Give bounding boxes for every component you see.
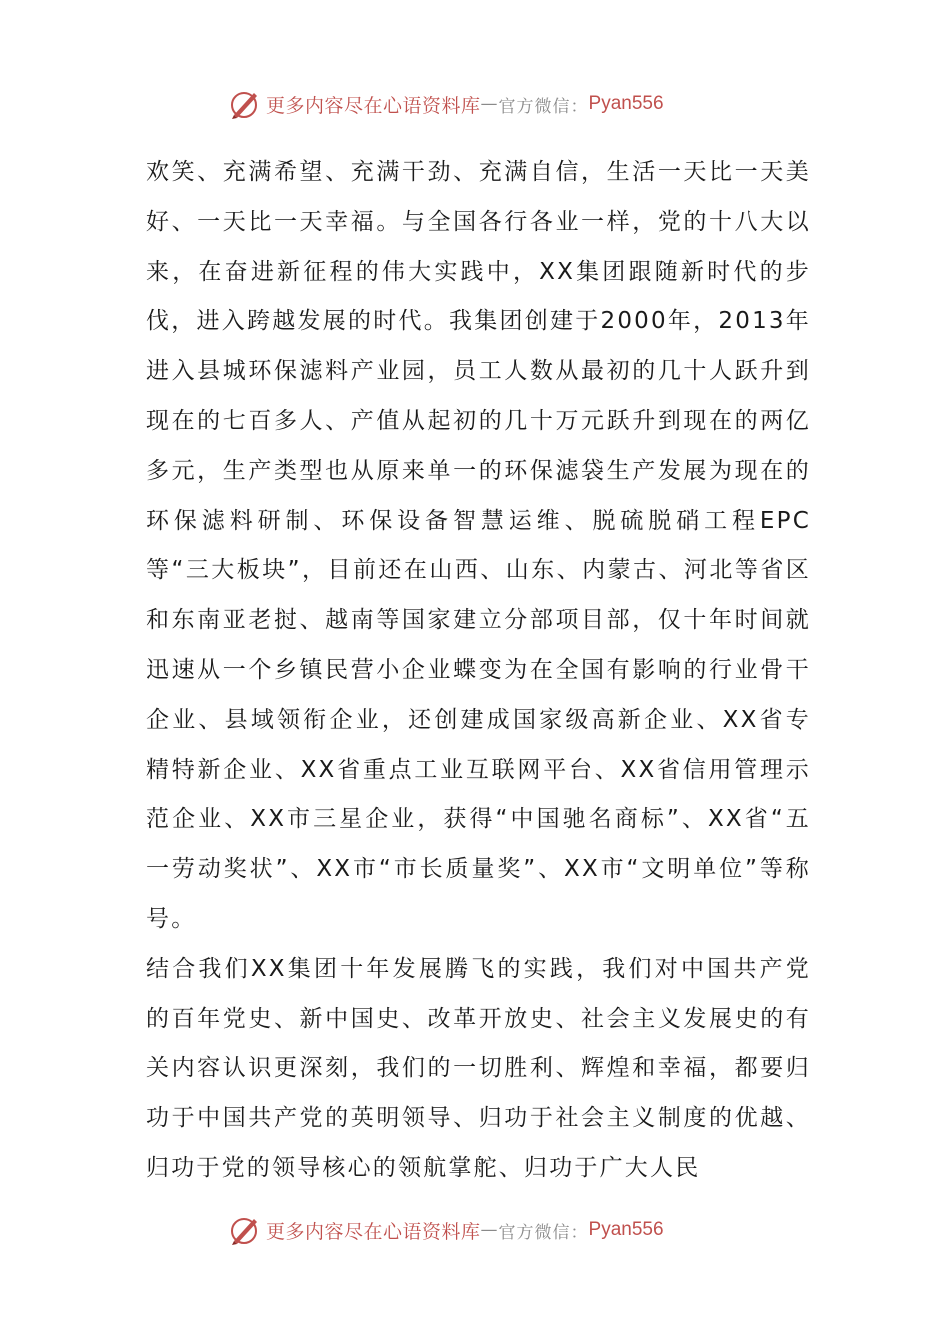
banner-wechat-label: 官方微信： xyxy=(498,1222,589,1243)
footer-banner xyxy=(228,1210,664,1250)
banner-wechat-account: Pyan556 xyxy=(588,1219,664,1240)
banner-brand-text: 更多内容尽在心语资料库 xyxy=(266,94,481,117)
body-paragraph: 结合我们XX集团十年发展腾飞的实践，我们对中国共产党的百年党史、新中国史、改革开放史、社会主义发展史的有关内容认识更深刻，我们的一切胜利、辉煌和幸福，都要归功于中国共产党的英明领导、归功于社会主义制度的优越、归功于党的领导核心的领航掌舵、归功于广大人民 xyxy=(146,955,811,1181)
banner-wechat-label: 官方微信： xyxy=(498,96,589,117)
banner-wechat-account: Pyan556 xyxy=(588,93,664,114)
banner-dash: — xyxy=(480,94,499,114)
header-banner xyxy=(228,84,664,124)
banner-dash: — xyxy=(480,1220,499,1240)
document-body xyxy=(146,148,811,1194)
body-paragraph: 欢笑、充满希望、充满干劲、充满自信，生活一天比一天美好、一天比一天幸福。与全国各行各业一样，党的十八大以来，在奋进新征程的伟大实践中，XX集团跟随新时代的步伐，进入跨越发展的时代。我集团创建于2000年，2013年进入县城环保滤料产业园，员工人数从最初的几十人跃升到现在的七百多人、产值从起初的几十万元跃升到现在的两亿多元，生产类型也从原来单一的环保滤袋生产发展为现在的环保滤料研制、环保设备智慧运维、脱硫脱硝工程EPC等“三大板块”，目前还在山西、山东、内蒙古、河北等省区和东南亚老挝、越南等国家建立分部项目部，仅十年时间就迅速从一个乡镇民营小企业蝶变为在全国有影响的行业骨干企业、县域领衔企业，还创建成国家级高新企业、XX省专精特新企业、XX省重点工业互联网平台、XX省信用管理示范企业、XX市三星企业，获得“中国驰名商标”、XX省“五一劳动奖状”、XX市“市长质量奖”、XX市“文明单位”等称号。 xyxy=(146,159,811,932)
pen-logo-icon xyxy=(228,1213,262,1247)
banner-brand-text: 更多内容尽在心语资料库 xyxy=(266,1220,481,1243)
pen-logo-icon xyxy=(228,87,262,121)
